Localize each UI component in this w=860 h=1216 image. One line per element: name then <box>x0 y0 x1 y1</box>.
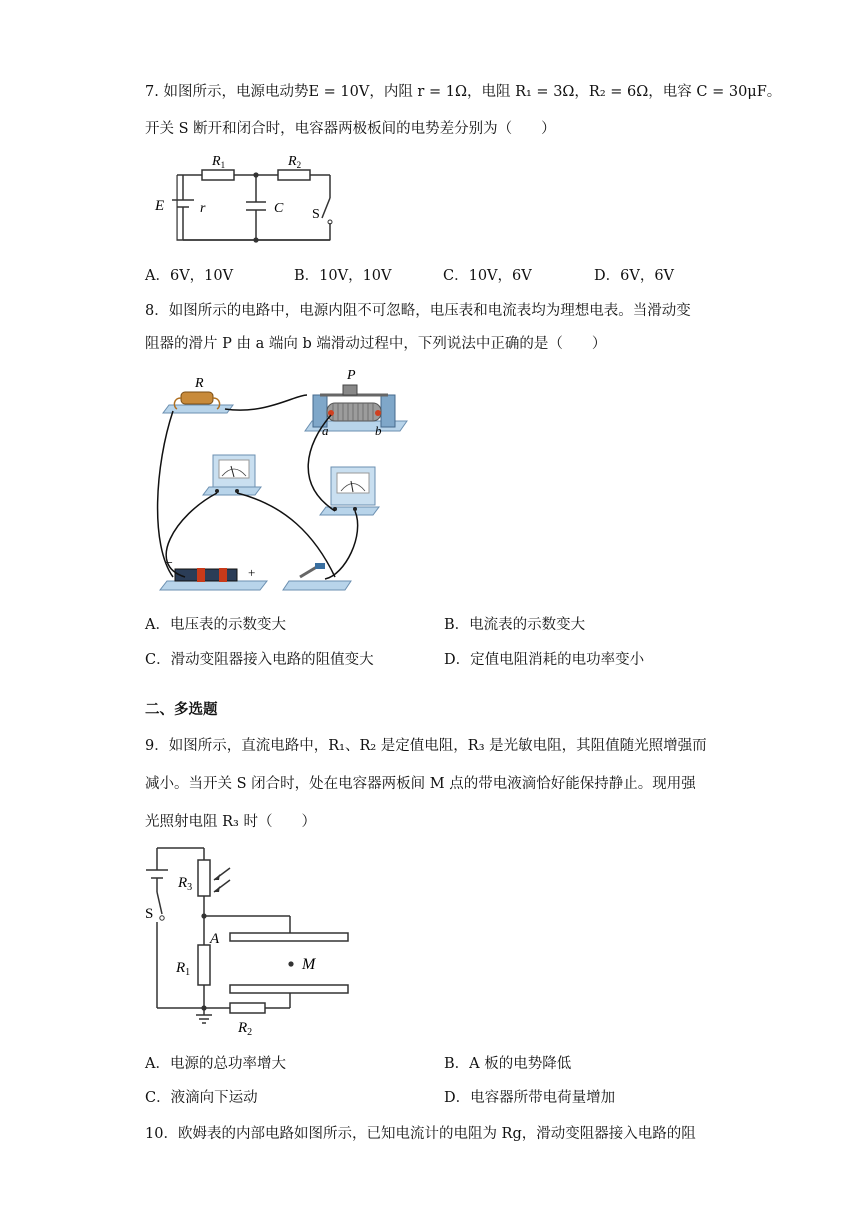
q9-label-r3: $R_3$ <box>178 875 193 893</box>
q8-option-d[interactable]: D．定值电阻消耗的电功率变小 <box>444 652 645 668</box>
q9-label-s: S <box>145 906 154 922</box>
q8-stem-line1: 8．如图所示的电路中，电源内阻不可忽略，电压表和电流表均为理想电表。当滑动变 <box>145 303 691 319</box>
q9-plate-a <box>230 933 348 941</box>
q9-r3-resistor <box>198 860 210 896</box>
q8-label-p: P <box>347 368 356 383</box>
q9-label-r1: $R_1$ <box>176 960 191 978</box>
q7-option-d[interactable]: D．6V，6V <box>594 268 675 284</box>
q9-r1-resistor <box>198 945 210 985</box>
q9-option-c[interactable]: C．液滴向下运动 <box>145 1090 258 1106</box>
q9-r2-resistor <box>230 1003 265 1013</box>
q7-stem-line2: 开关 S 断开和闭合时，电容器两极板间的电势差分别为（ ） <box>145 121 556 137</box>
q8-circuit-figure <box>145 365 420 597</box>
q8-label-r: R <box>195 376 204 391</box>
q9-label-r2: $R_2$ <box>238 1020 253 1038</box>
q9-stem-line1: 9．如图所示，直流电路中，R₁、R₂ 是定值电阻，R₃ 是光敏电阻，其阻值随光照增强而 <box>145 738 707 754</box>
q8-option-c[interactable]: C．滑动变阻器接入电路的阻值变大 <box>145 652 374 668</box>
q8-resistor-r <box>181 392 213 404</box>
q10-stem-line1: 10．欧姆表的内部电路如图所示，已知电流计的电阻为 Rg，滑动变阻器接入电路的阻 <box>145 1126 696 1142</box>
q8-label-plus: + <box>248 565 256 580</box>
q9-option-b[interactable]: B．A 板的电势降低 <box>444 1056 572 1072</box>
q9-stem-line2: 减小。当开关 S 闭合时，处在电容器两板间 M 点的带电液滴恰好能保持静止。现用强 <box>145 776 696 792</box>
q8-battery <box>175 569 237 581</box>
q9-plate-b <box>230 985 348 993</box>
q8-label-b: b <box>375 423 382 438</box>
q8-slider-p <box>343 385 357 395</box>
q9-stem-line3: 光照射电阻 R₃ 时（ ） <box>145 814 316 830</box>
q9-option-d[interactable]: D．电容器所带电荷量增加 <box>444 1090 616 1106</box>
q7-label-s: S <box>312 207 320 222</box>
q9-label-a: A <box>210 931 220 947</box>
q7-option-b[interactable]: B．10V，10V <box>294 268 392 284</box>
q8-option-a[interactable]: A．电压表的示数变大 <box>145 617 286 633</box>
q8-stem-line2: 阻器的滑片 P 由 a 端向 b 端滑动过程中，下列说法中正确的是（ ） <box>145 336 607 352</box>
q9-circuit-figure <box>140 840 355 1040</box>
q7-circuit-figure <box>150 150 340 250</box>
q7-label-e: E <box>155 198 165 214</box>
q7-r1-resistor <box>202 170 234 180</box>
q7-r2-resistor <box>278 170 310 180</box>
q8-label-a: a <box>322 423 329 438</box>
q7-label-r: r <box>200 201 206 216</box>
q7-option-c[interactable]: C．10V，6V <box>443 268 532 284</box>
q7-stem-line1: 7. 如图所示，电源电动势E = 10V，内阻 r = 1Ω，电阻 R₁ = 3Ω，R₂ = 6Ω，电容 C = 30μF。 <box>145 84 782 100</box>
q9-droplet-m <box>288 961 293 966</box>
q9-option-a[interactable]: A．电源的总功率增大 <box>145 1056 286 1072</box>
q7-option-a[interactable]: A．6V，10V <box>145 268 234 284</box>
q9-label-m: M <box>302 956 316 973</box>
section-heading-multiple-choice: 二、多选题 <box>145 701 218 718</box>
q8-label-minus: − <box>165 556 173 571</box>
q8-option-b[interactable]: B．电流表的示数变大 <box>444 617 586 633</box>
q7-label-c: C <box>274 201 284 216</box>
q7-label-r2: $R_2$ <box>288 154 302 170</box>
q7-label-r1: $R_1$ <box>212 154 226 170</box>
